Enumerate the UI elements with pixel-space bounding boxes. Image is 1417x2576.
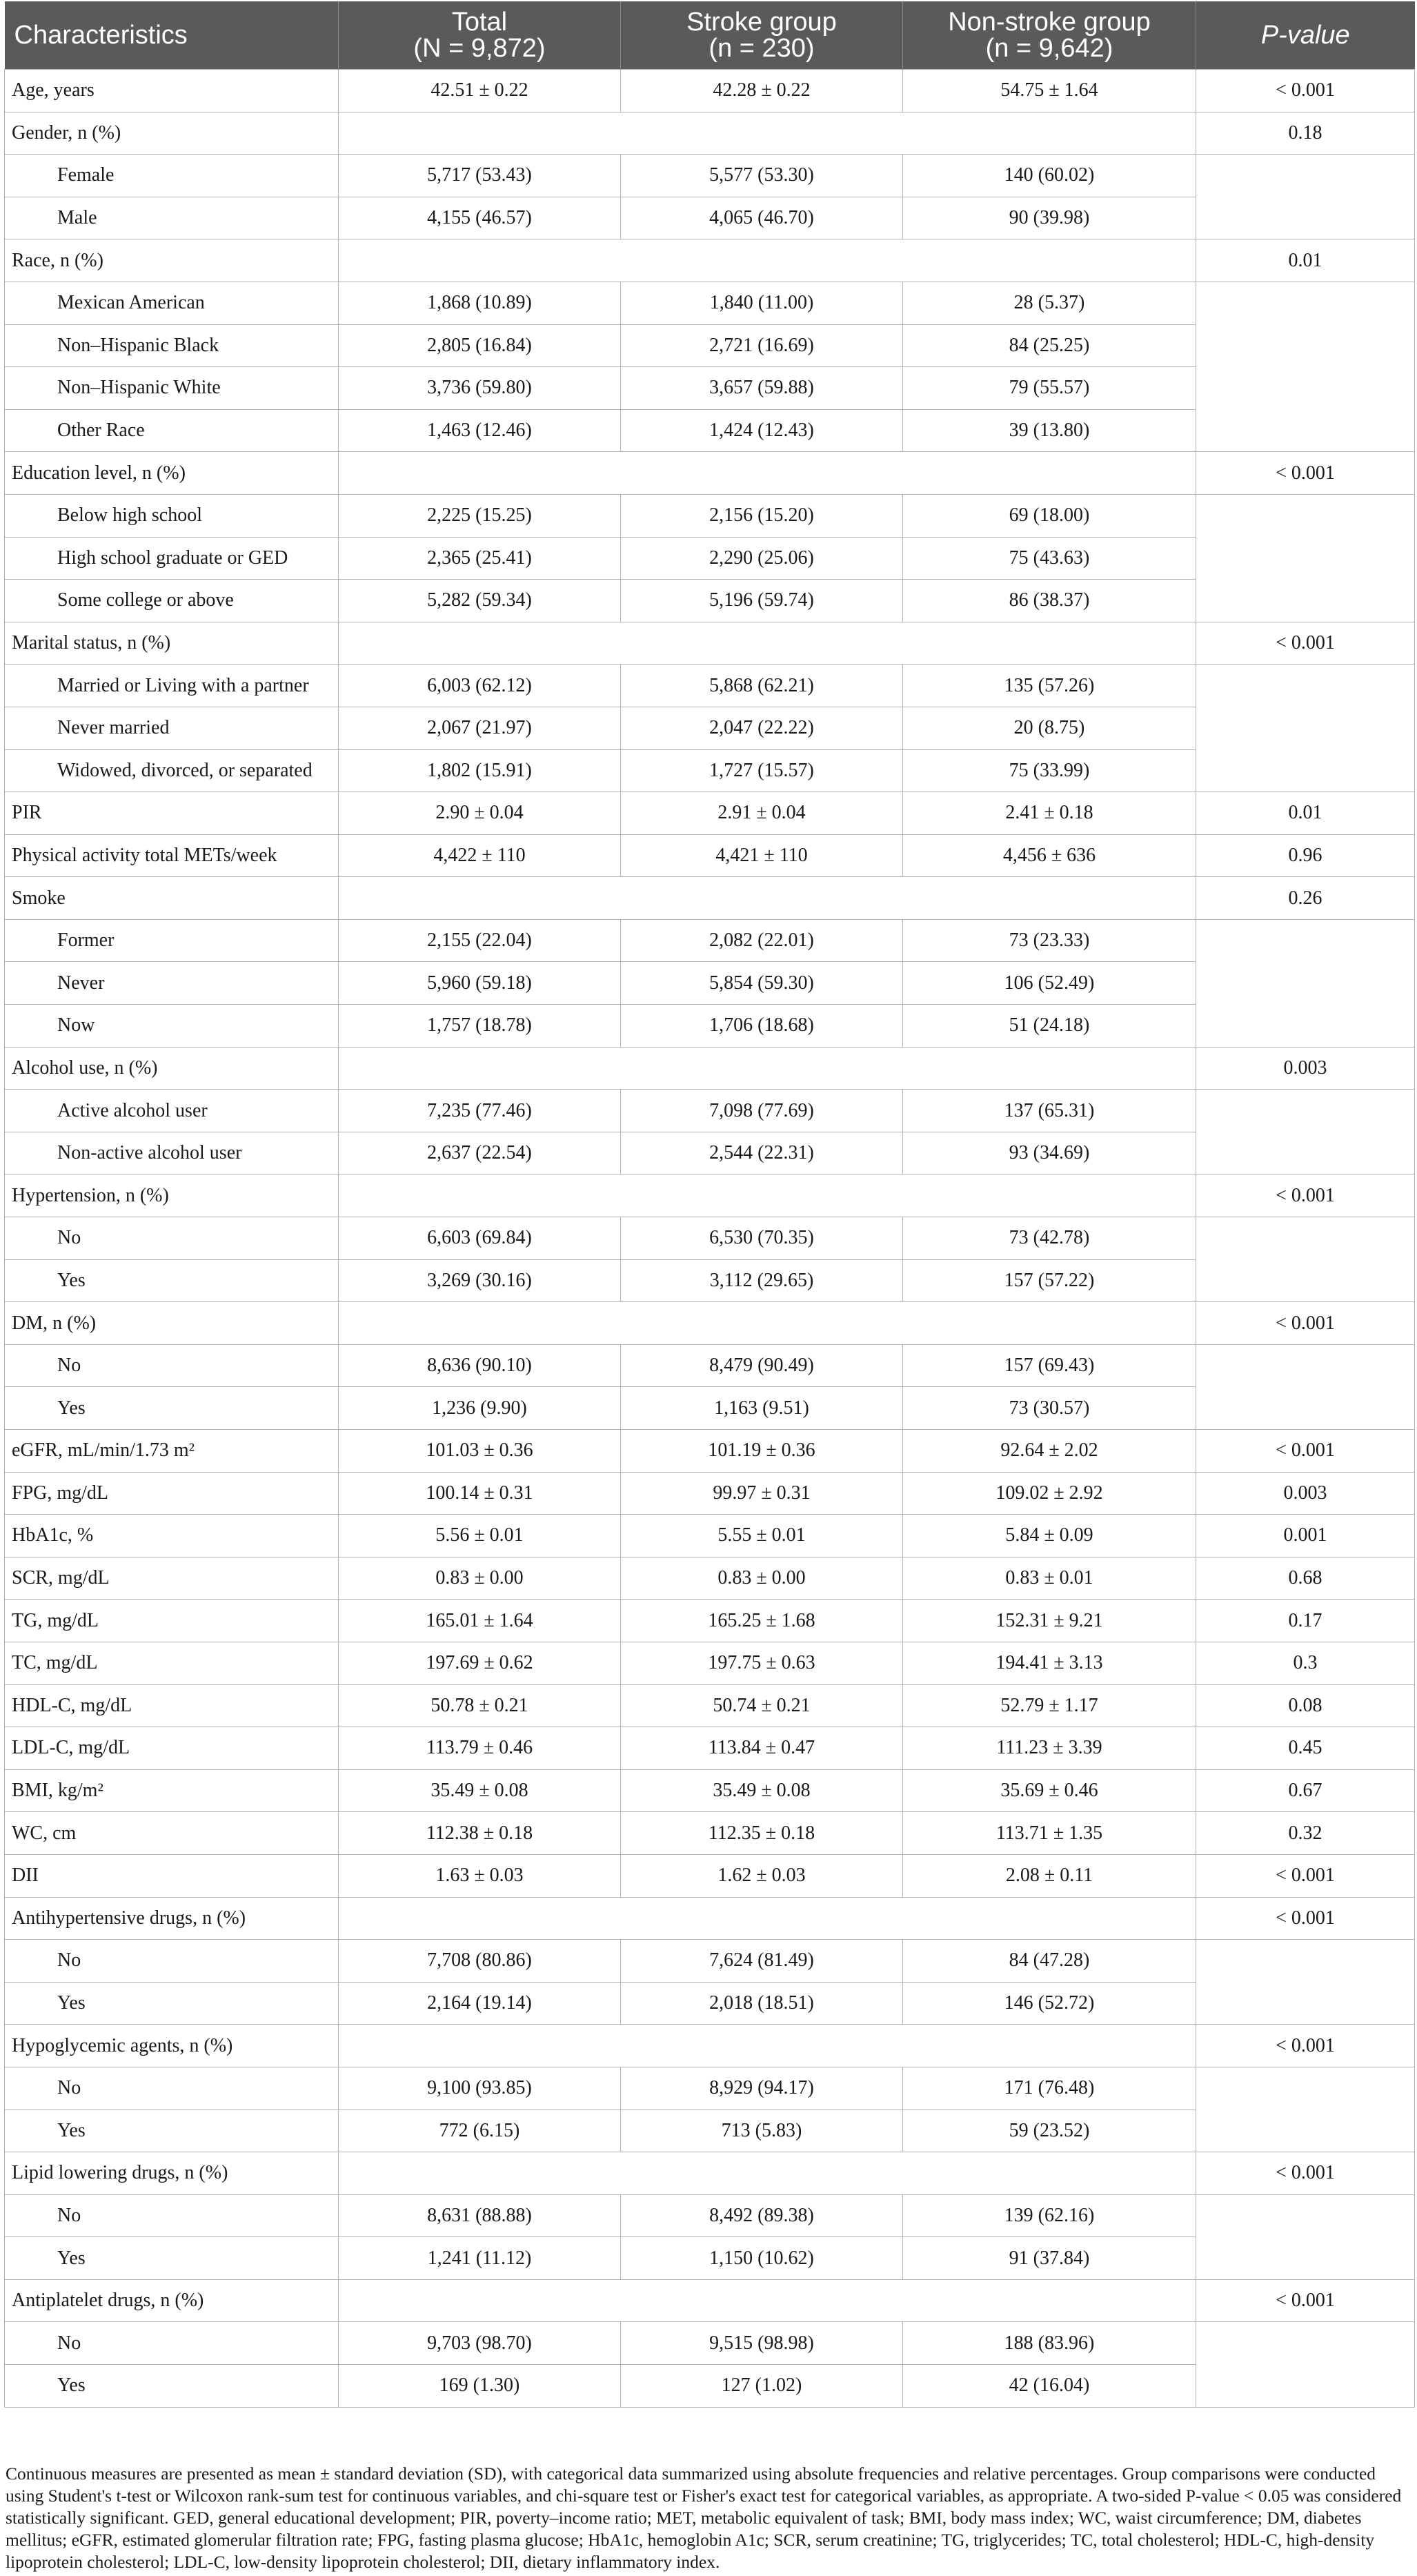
- group-label: Lipid lowering drugs, n (%): [5, 2152, 339, 2195]
- cell-total: 1,241 (11.12): [339, 2237, 621, 2280]
- cell-total: 4,422 ± 110: [339, 834, 621, 877]
- p-value-span-cell: [1196, 2194, 1415, 2279]
- cell-total: 4,155 (46.57): [339, 197, 621, 239]
- row-label: PIR: [5, 792, 339, 835]
- table-row: [5, 1600, 1415, 1642]
- cell-nonstroke: 152.31 ± 9.21: [903, 1600, 1196, 1642]
- cell-stroke: 127 (1.02): [621, 2365, 903, 2408]
- subrow-label: Below high school: [5, 494, 339, 537]
- group-empty-cell: [339, 1897, 1196, 1940]
- cell-stroke: 5,196 (59.74): [621, 580, 903, 622]
- row-label: HbA1c, %: [5, 1515, 339, 1557]
- group-empty-cell: [339, 622, 1196, 665]
- cell-total: 197.69 ± 0.62: [339, 1642, 621, 1684]
- cell-stroke: 2,544 (22.31): [621, 1132, 903, 1174]
- subrow-label: High school graduate or GED: [5, 537, 339, 580]
- subrow-label: Yes: [5, 1982, 339, 2025]
- table-row: [5, 1430, 1415, 1473]
- table-row: [5, 1854, 1415, 1897]
- group-empty-cell: [339, 2152, 1196, 2195]
- cell-nonstroke: 54.75 ± 1.64: [903, 70, 1196, 112]
- table-row: [5, 1557, 1415, 1600]
- cell-p-value: < 0.001: [1196, 2025, 1415, 2067]
- table-row: [5, 1642, 1415, 1684]
- cell-nonstroke: 139 (62.16): [903, 2194, 1196, 2237]
- table-subrow: [5, 2067, 1415, 2110]
- cell-stroke: 50.74 ± 0.21: [621, 1684, 903, 1727]
- cell-nonstroke: 86 (38.37): [903, 580, 1196, 622]
- cell-total: 101.03 ± 0.36: [339, 1430, 621, 1473]
- cell-p-value: < 0.001: [1196, 452, 1415, 495]
- cell-stroke: 1,150 (10.62): [621, 2237, 903, 2280]
- cell-stroke: 2,290 (25.06): [621, 537, 903, 580]
- p-value-span-cell: [1196, 1090, 1415, 1174]
- cell-nonstroke: 59 (23.52): [903, 2110, 1196, 2152]
- group-label: Antihypertensive drugs, n (%): [5, 1897, 339, 1940]
- table-group-row: [5, 1174, 1415, 1217]
- table-subrow: [5, 494, 1415, 537]
- cell-total: 1,236 (9.90): [339, 1387, 621, 1430]
- cell-total: 1,463 (12.46): [339, 409, 621, 452]
- cell-stroke: 3,657 (59.88): [621, 367, 903, 410]
- table-row: [5, 1684, 1415, 1727]
- cell-stroke: 42.28 ± 0.22: [621, 70, 903, 112]
- header-stroke-n: (n = 230): [708, 34, 815, 63]
- cell-total: 0.83 ± 0.00: [339, 1557, 621, 1600]
- subrow-label: Non–Hispanic Black: [5, 324, 339, 367]
- p-value-span-cell: [1196, 282, 1415, 451]
- cell-total: 112.38 ± 0.18: [339, 1812, 621, 1855]
- cell-stroke: 5,854 (59.30): [621, 962, 903, 1005]
- subrow-label: Some college or above: [5, 580, 339, 622]
- cell-nonstroke: 0.83 ± 0.01: [903, 1557, 1196, 1600]
- group-label: Antiplatelet drugs, n (%): [5, 2279, 339, 2322]
- header-nonstroke-title: Non-stroke group: [948, 8, 1151, 37]
- cell-total: 2,155 (22.04): [339, 919, 621, 962]
- subrow-label: Active alcohol user: [5, 1090, 339, 1132]
- cell-p-value: 0.32: [1196, 1812, 1415, 1855]
- cell-stroke: 99.97 ± 0.31: [621, 1472, 903, 1515]
- cell-total: 7,708 (80.86): [339, 1940, 621, 1983]
- cell-nonstroke: 73 (42.78): [903, 1217, 1196, 1260]
- cell-nonstroke: 35.69 ± 0.46: [903, 1769, 1196, 1812]
- cell-total: 1,802 (15.91): [339, 749, 621, 792]
- cell-stroke: 2,082 (22.01): [621, 919, 903, 962]
- cell-total: 1,868 (10.89): [339, 282, 621, 324]
- cell-total: 2,225 (15.25): [339, 494, 621, 537]
- table-group-row: [5, 2279, 1415, 2322]
- cell-nonstroke: 113.71 ± 1.35: [903, 1812, 1196, 1855]
- cell-p-value: < 0.001: [1196, 1897, 1415, 1940]
- p-value-span-cell: [1196, 2067, 1415, 2152]
- table-subrow: [5, 2194, 1415, 2237]
- p-value-span-cell: [1196, 494, 1415, 622]
- cell-nonstroke: 5.84 ± 0.09: [903, 1515, 1196, 1557]
- cell-total: 8,636 (90.10): [339, 1344, 621, 1387]
- header-nonstroke-n: (n = 9,642): [985, 34, 1113, 63]
- baseline-characteristics-table: [4, 1, 1415, 2408]
- subrow-label: Mexican American: [5, 282, 339, 324]
- subrow-label: Non-active alcohol user: [5, 1132, 339, 1174]
- cell-total: 7,235 (77.46): [339, 1090, 621, 1132]
- subrow-label: Yes: [5, 1259, 339, 1302]
- cell-p-value: 0.001: [1196, 1515, 1415, 1557]
- cell-stroke: 2.91 ± 0.04: [621, 792, 903, 835]
- cell-nonstroke: 157 (57.22): [903, 1259, 1196, 1302]
- table-row: [5, 70, 1415, 112]
- table-subrow: [5, 919, 1415, 962]
- cell-total: 3,736 (59.80): [339, 367, 621, 410]
- table-subrow: [5, 1344, 1415, 1387]
- cell-nonstroke: 84 (47.28): [903, 1940, 1196, 1983]
- table-row: [5, 1769, 1415, 1812]
- cell-stroke: 1,706 (18.68): [621, 1005, 903, 1048]
- cell-stroke: 1,840 (11.00): [621, 282, 903, 324]
- cell-stroke: 4,065 (46.70): [621, 197, 903, 239]
- cell-nonstroke: 69 (18.00): [903, 494, 1196, 537]
- row-label: eGFR, mL/min/1.73 m²: [5, 1430, 339, 1473]
- row-label: TG, mg/dL: [5, 1600, 339, 1642]
- cell-p-value: 0.17: [1196, 1600, 1415, 1642]
- group-label: Marital status, n (%): [5, 622, 339, 665]
- subrow-label: Female: [5, 155, 339, 197]
- cell-p-value: 0.003: [1196, 1472, 1415, 1515]
- p-value-span-cell: [1196, 919, 1415, 1047]
- cell-nonstroke: 146 (52.72): [903, 1982, 1196, 2025]
- p-value-span-cell: [1196, 1344, 1415, 1429]
- header-nonstroke: [903, 1, 1196, 70]
- cell-stroke: 2,156 (15.20): [621, 494, 903, 537]
- subrow-label: Yes: [5, 2365, 339, 2408]
- cell-total: 165.01 ± 1.64: [339, 1600, 621, 1642]
- cell-total: 2,365 (25.41): [339, 537, 621, 580]
- cell-total: 35.49 ± 0.08: [339, 1769, 621, 1812]
- cell-stroke: 713 (5.83): [621, 2110, 903, 2152]
- cell-total: 5,717 (53.43): [339, 155, 621, 197]
- cell-nonstroke: 39 (13.80): [903, 409, 1196, 452]
- group-empty-cell: [339, 2025, 1196, 2067]
- subrow-label: Now: [5, 1005, 339, 1048]
- subrow-label: Never married: [5, 707, 339, 749]
- cell-total: 9,703 (98.70): [339, 2322, 621, 2365]
- cell-nonstroke: 157 (69.43): [903, 1344, 1196, 1387]
- row-label: BMI, kg/m²: [5, 1769, 339, 1812]
- group-empty-cell: [339, 239, 1196, 282]
- table-header-row: [5, 1, 1415, 70]
- subrow-label: Former: [5, 919, 339, 962]
- subrow-label: Yes: [5, 1387, 339, 1430]
- cell-nonstroke: 73 (23.33): [903, 919, 1196, 962]
- cell-nonstroke: 140 (60.02): [903, 155, 1196, 197]
- cell-total: 5,282 (59.34): [339, 580, 621, 622]
- header-stroke: [621, 1, 903, 70]
- p-value-span-cell: [1196, 155, 1415, 239]
- header-p-value: P-value: [1196, 1, 1415, 70]
- cell-stroke: 101.19 ± 0.36: [621, 1430, 903, 1473]
- cell-nonstroke: 79 (55.57): [903, 367, 1196, 410]
- cell-p-value: 0.003: [1196, 1047, 1415, 1090]
- p-value-span-cell: [1196, 1217, 1415, 1302]
- cell-stroke: 2,721 (16.69): [621, 324, 903, 367]
- table-row: [5, 1812, 1415, 1855]
- cell-stroke: 0.83 ± 0.00: [621, 1557, 903, 1600]
- cell-total: 6,603 (69.84): [339, 1217, 621, 1260]
- cell-total: 169 (1.30): [339, 2365, 621, 2408]
- cell-nonstroke: 42 (16.04): [903, 2365, 1196, 2408]
- row-label: FPG, mg/dL: [5, 1472, 339, 1515]
- cell-total: 50.78 ± 0.21: [339, 1684, 621, 1727]
- group-label: Gender, n (%): [5, 112, 339, 155]
- cell-stroke: 2,018 (18.51): [621, 1982, 903, 2025]
- group-empty-cell: [339, 1174, 1196, 1217]
- cell-total: 42.51 ± 0.22: [339, 70, 621, 112]
- cell-nonstroke: 2.08 ± 0.11: [903, 1854, 1196, 1897]
- cell-stroke: 1,727 (15.57): [621, 749, 903, 792]
- subrow-label: Non–Hispanic White: [5, 367, 339, 410]
- group-empty-cell: [339, 452, 1196, 495]
- header-total-title: Total: [451, 8, 508, 37]
- cell-p-value: < 0.001: [1196, 1174, 1415, 1217]
- subrow-label: Other Race: [5, 409, 339, 452]
- group-empty-cell: [339, 1047, 1196, 1090]
- cell-nonstroke: 91 (37.84): [903, 2237, 1196, 2280]
- cell-stroke: 6,530 (70.35): [621, 1217, 903, 1260]
- cell-p-value: 0.01: [1196, 239, 1415, 282]
- group-label: Smoke: [5, 877, 339, 920]
- subrow-label: Widowed, divorced, or separated: [5, 749, 339, 792]
- cell-p-value: 0.68: [1196, 1557, 1415, 1600]
- cell-nonstroke: 2.41 ± 0.18: [903, 792, 1196, 835]
- cell-nonstroke: 188 (83.96): [903, 2322, 1196, 2365]
- table-subrow: [5, 1940, 1415, 1983]
- cell-p-value: < 0.001: [1196, 1854, 1415, 1897]
- table-subrow: [5, 1217, 1415, 1260]
- row-label: LDL-C, mg/dL: [5, 1727, 339, 1770]
- cell-p-value: 0.45: [1196, 1727, 1415, 1770]
- group-empty-cell: [339, 112, 1196, 155]
- cell-nonstroke: 51 (24.18): [903, 1005, 1196, 1048]
- cell-nonstroke: 194.41 ± 3.13: [903, 1642, 1196, 1684]
- cell-stroke: 5,868 (62.21): [621, 665, 903, 707]
- p-value-span-cell: [1196, 2322, 1415, 2407]
- cell-total: 9,100 (93.85): [339, 2067, 621, 2110]
- cell-p-value: < 0.001: [1196, 2279, 1415, 2322]
- table-group-row: [5, 2152, 1415, 2195]
- table-row: [5, 792, 1415, 835]
- cell-stroke: 2,047 (22.22): [621, 707, 903, 749]
- subrow-label: No: [5, 1344, 339, 1387]
- cell-p-value: 0.67: [1196, 1769, 1415, 1812]
- cell-stroke: 7,098 (77.69): [621, 1090, 903, 1132]
- subrow-label: No: [5, 1217, 339, 1260]
- cell-nonstroke: 4,456 ± 636: [903, 834, 1196, 877]
- cell-nonstroke: 90 (39.98): [903, 197, 1196, 239]
- cell-nonstroke: 135 (57.26): [903, 665, 1196, 707]
- group-label: Hypoglycemic agents, n (%): [5, 2025, 339, 2067]
- group-empty-cell: [339, 2279, 1196, 2322]
- cell-total: 2,067 (21.97): [339, 707, 621, 749]
- table-body: [5, 70, 1415, 2408]
- cell-stroke: 1,424 (12.43): [621, 409, 903, 452]
- cell-total: 1.63 ± 0.03: [339, 1854, 621, 1897]
- table-subrow: [5, 155, 1415, 197]
- table-subrow: [5, 665, 1415, 707]
- table-group-row: [5, 239, 1415, 282]
- cell-stroke: 8,479 (90.49): [621, 1344, 903, 1387]
- cell-p-value: 0.3: [1196, 1642, 1415, 1684]
- table-group-row: [5, 452, 1415, 495]
- cell-nonstroke: 75 (43.63): [903, 537, 1196, 580]
- cell-stroke: 165.25 ± 1.68: [621, 1600, 903, 1642]
- table-group-row: [5, 877, 1415, 920]
- group-label: Race, n (%): [5, 239, 339, 282]
- header-characteristics: Characteristics: [5, 1, 339, 70]
- cell-nonstroke: 137 (65.31): [903, 1090, 1196, 1132]
- header-total-n: (N = 9,872): [413, 34, 546, 63]
- cell-total: 5,960 (59.18): [339, 962, 621, 1005]
- table-row: [5, 1727, 1415, 1770]
- cell-total: 2,805 (16.84): [339, 324, 621, 367]
- cell-nonstroke: 75 (33.99): [903, 749, 1196, 792]
- cell-p-value: 0.01: [1196, 792, 1415, 835]
- cell-nonstroke: 20 (8.75): [903, 707, 1196, 749]
- cell-stroke: 1.62 ± 0.03: [621, 1854, 903, 1897]
- cell-p-value: < 0.001: [1196, 1302, 1415, 1345]
- cell-nonstroke: 52.79 ± 1.17: [903, 1684, 1196, 1727]
- subrow-label: No: [5, 1940, 339, 1983]
- row-label: Age, years: [5, 70, 339, 112]
- p-value-span-cell: [1196, 1940, 1415, 2025]
- group-label: DM, n (%): [5, 1302, 339, 1345]
- cell-stroke: 9,515 (98.98): [621, 2322, 903, 2365]
- table-subrow: [5, 1090, 1415, 1132]
- subrow-label: Married or Living with a partner: [5, 665, 339, 707]
- cell-stroke: 4,421 ± 110: [621, 834, 903, 877]
- group-label: Alcohol use, n (%): [5, 1047, 339, 1090]
- table-subrow: [5, 282, 1415, 324]
- cell-total: 8,631 (88.88): [339, 2194, 621, 2237]
- cell-p-value: 0.26: [1196, 877, 1415, 920]
- table-subrow: [5, 2322, 1415, 2365]
- row-label: WC, cm: [5, 1812, 339, 1855]
- cell-nonstroke: 93 (34.69): [903, 1132, 1196, 1174]
- subrow-label: Yes: [5, 2237, 339, 2280]
- cell-p-value: 0.96: [1196, 834, 1415, 877]
- cell-total: 2,637 (22.54): [339, 1132, 621, 1174]
- subrow-label: Never: [5, 962, 339, 1005]
- subrow-label: No: [5, 2194, 339, 2237]
- cell-nonstroke: 171 (76.48): [903, 2067, 1196, 2110]
- cell-p-value: 0.18: [1196, 112, 1415, 155]
- cell-stroke: 113.84 ± 0.47: [621, 1727, 903, 1770]
- row-label: DII: [5, 1854, 339, 1897]
- header-total: [339, 1, 621, 70]
- cell-p-value: < 0.001: [1196, 1430, 1415, 1473]
- cell-total: 113.79 ± 0.46: [339, 1727, 621, 1770]
- subrow-label: Male: [5, 197, 339, 239]
- cell-total: 5.56 ± 0.01: [339, 1515, 621, 1557]
- table-group-row: [5, 622, 1415, 665]
- cell-stroke: 3,112 (29.65): [621, 1259, 903, 1302]
- subrow-label: No: [5, 2067, 339, 2110]
- group-empty-cell: [339, 877, 1196, 920]
- group-empty-cell: [339, 1302, 1196, 1345]
- cell-total: 1,757 (18.78): [339, 1005, 621, 1048]
- subrow-label: No: [5, 2322, 339, 2365]
- subrow-label: Yes: [5, 2110, 339, 2152]
- row-label: HDL-C, mg/dL: [5, 1684, 339, 1727]
- cell-nonstroke: 109.02 ± 2.92: [903, 1472, 1196, 1515]
- cell-p-value: 0.08: [1196, 1684, 1415, 1727]
- group-label: Education level, n (%): [5, 452, 339, 495]
- group-label: Hypertension, n (%): [5, 1174, 339, 1217]
- cell-stroke: 112.35 ± 0.18: [621, 1812, 903, 1855]
- cell-nonstroke: 28 (5.37): [903, 282, 1196, 324]
- cell-stroke: 8,929 (94.17): [621, 2067, 903, 2110]
- cell-total: 2.90 ± 0.04: [339, 792, 621, 835]
- cell-nonstroke: 73 (30.57): [903, 1387, 1196, 1430]
- table-row: [5, 834, 1415, 877]
- cell-stroke: 5,577 (53.30): [621, 155, 903, 197]
- table-group-row: [5, 112, 1415, 155]
- table-group-row: [5, 1302, 1415, 1345]
- table-group-row: [5, 1897, 1415, 1940]
- cell-p-value: < 0.001: [1196, 2152, 1415, 2195]
- cell-p-value: < 0.001: [1196, 622, 1415, 665]
- p-value-span-cell: [1196, 665, 1415, 792]
- cell-total: 100.14 ± 0.31: [339, 1472, 621, 1515]
- cell-nonstroke: 84 (25.25): [903, 324, 1196, 367]
- cell-total: 772 (6.15): [339, 2110, 621, 2152]
- cell-total: 6,003 (62.12): [339, 665, 621, 707]
- cell-stroke: 5.55 ± 0.01: [621, 1515, 903, 1557]
- cell-nonstroke: 111.23 ± 3.39: [903, 1727, 1196, 1770]
- cell-nonstroke: 106 (52.49): [903, 962, 1196, 1005]
- row-label: Physical activity total METs/week: [5, 834, 339, 877]
- row-label: TC, mg/dL: [5, 1642, 339, 1684]
- cell-stroke: 197.75 ± 0.63: [621, 1642, 903, 1684]
- cell-nonstroke: 92.64 ± 2.02: [903, 1430, 1196, 1473]
- table-group-row: [5, 2025, 1415, 2067]
- cell-total: 3,269 (30.16): [339, 1259, 621, 1302]
- header-stroke-title: Stroke group: [686, 8, 837, 37]
- table-footnote: Continuous measures are presented as mean ± standard deviation (SD), with categorical data summarized using absolute frequencies and relative percentages. Group comparisons were conducted using Student's t-test or Wilcoxon rank-sum test for continuous variables, and chi-square test or Fisher's exact test for categorical variables, as appropriate. A two-sided P-value < 0.05 was considered statistically significant. GED, general educational development; PIR, poverty–income ratio; MET, metabolic equivalent of task; BMI, body mass index; WC, waist circumference; DM, diabetes mellitus; eGFR, estimated glomerular filtration rate; FPG, fasting plasma glucose; HbA1c, hemoglobin A1c; SCR, serum creatinine; TG, triglycerides; TC, total cholesterol; HDL-C, high-density lipoprotein cholesterol; LDL-C, low-density lipoprotein cholesterol; DII, dietary inflammatory index.: [6, 2464, 1402, 2572]
- cell-total: 2,164 (19.14): [339, 1982, 621, 2025]
- table-group-row: [5, 1047, 1415, 1090]
- table-row: [5, 1515, 1415, 1557]
- cell-stroke: 35.49 ± 0.08: [621, 1769, 903, 1812]
- cell-stroke: 8,492 (89.38): [621, 2194, 903, 2237]
- cell-stroke: 7,624 (81.49): [621, 1940, 903, 1983]
- cell-p-value: < 0.001: [1196, 70, 1415, 112]
- cell-stroke: 1,163 (9.51): [621, 1387, 903, 1430]
- row-label: SCR, mg/dL: [5, 1557, 339, 1600]
- table-row: [5, 1472, 1415, 1515]
